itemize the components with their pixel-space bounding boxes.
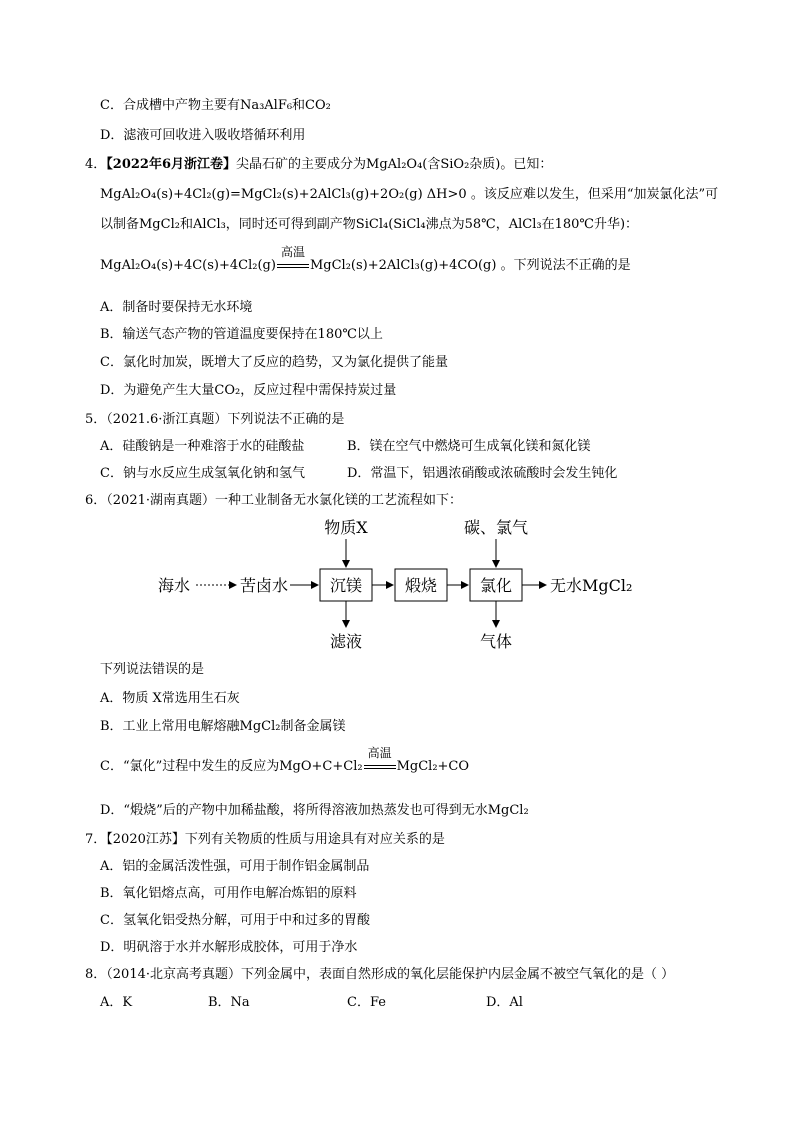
q4-eq2-right: MgCl₂(s)+2AlCl₃(g)+4CO(g) 。下列说法不正确的是 bbox=[309, 258, 631, 273]
q5-option-b: B．镁在空气中燃烧可生成氧化镁和氮化镁 bbox=[347, 439, 591, 454]
q6-optc-equal-sign bbox=[364, 765, 396, 769]
q3-option-d: D．滤液可回收进入吸收塔循环利用 bbox=[100, 128, 306, 143]
q4-option-b: B．输送气态产物的管道温度要保持在180℃以上 bbox=[100, 327, 383, 342]
q4-number: 4． bbox=[85, 157, 107, 172]
q4-option-d: D．为避免产生大量CO₂，反应过程中需保持炭过量 bbox=[100, 383, 397, 398]
q4-eq2-left: MgAl₂O₄(s)+4C(s)+4Cl₂(g) bbox=[100, 258, 276, 273]
q6-ask: 下列说法错误的是 bbox=[100, 662, 205, 677]
q3-option-c: C．合成槽中产物主要有Na₃AlF₆和CO₂ bbox=[100, 98, 331, 113]
q4-equation-2 bbox=[100, 245, 631, 275]
q5-option-c: C．钠与水反应生成氢氧化钠和氢气 bbox=[100, 466, 305, 481]
q7-option-a: A．铝的金属活泼性强，可用于制作铝金属制品 bbox=[100, 859, 370, 874]
q7-option-b: B．氧化铝熔点高，可用作电解冶炼铝的原料 bbox=[100, 886, 357, 901]
q5-option-d: D．常温下，铝遇浓硝酸或浓硫酸时会发生钝化 bbox=[347, 466, 618, 481]
q8-option-a: A．K bbox=[100, 995, 133, 1010]
q5-option-a: A．硅酸钠是一种难溶于水的硅酸盐 bbox=[100, 439, 305, 454]
q5-stem: 5．（2021.6·浙江真题）下列说法不正确的是 bbox=[85, 412, 345, 427]
flow-label-product: 无水MgCl₂ bbox=[550, 576, 633, 595]
q6-option-c bbox=[100, 746, 470, 776]
q6-optc-right: MgCl₂+CO bbox=[396, 759, 470, 774]
q4-option-c: C．氯化时加炭，既增大了反应的趋势，又为氯化提供了能量 bbox=[100, 355, 448, 370]
flow-label-filtrate: 滤液 bbox=[329, 632, 363, 651]
flow-box3-label: 氯化 bbox=[479, 576, 513, 595]
flow-label-carbon-chlorine: 碳、氯气 bbox=[463, 518, 529, 537]
q6-option-d: D．“煅烧”后的产物中加稀盐酸，将所得溶液加热蒸发也可得到无水MgCl₂ bbox=[100, 803, 529, 818]
q4-eq2-equal-sign bbox=[277, 264, 309, 268]
flow-label-seawater: 海水 bbox=[158, 576, 191, 595]
q8-option-d: D．Al bbox=[486, 995, 523, 1010]
q8-stem: 8．（2014·北京高考真题）下列金属中，表面自然形成的氧化层能保护内层金属不被空气氧化的是（ ） bbox=[85, 967, 675, 982]
q4-eq2-cond-text: 高温 bbox=[280, 245, 305, 259]
q4-stem: 尖晶石矿的主要成分为MgAl₂O₄(含SiO₂杂质)。已知： bbox=[236, 157, 553, 172]
flow-box2-label: 煅烧 bbox=[404, 576, 438, 595]
q4-eq2-condition bbox=[277, 245, 309, 275]
q6-stem: 6．（2021·湖南真题）一种工业制备无水氯化镁的工艺流程如下： bbox=[85, 493, 462, 508]
q6-optc-condition bbox=[364, 746, 396, 776]
q6-option-a: A．物质 X常选用生石灰 bbox=[100, 691, 240, 706]
q4-source: 【2022年6月浙江卷】 bbox=[106, 157, 237, 172]
flow-label-gas: 气体 bbox=[479, 632, 513, 651]
flow-label-reagent-x: 物质X bbox=[324, 518, 368, 537]
q4-stem-line bbox=[85, 156, 552, 174]
q4-option-a: A．制备时要保持无水环境 bbox=[100, 300, 253, 315]
q6-flow-diagram bbox=[150, 513, 650, 658]
q6-option-b: B．工业上常用电解熔融MgCl₂制备金属镁 bbox=[100, 719, 346, 734]
flow-box1-label: 沉镁 bbox=[329, 576, 363, 595]
flow-label-brine: 苦卤水 bbox=[240, 576, 289, 595]
q4-equation-1: MgAl₂O₄(s)+4Cl₂(g)=MgCl₂(s)+2AlCl₃(g)+2O₂(g) ΔH>0 。该反应难以发生，但采用“加炭氯化法”可 bbox=[100, 187, 719, 202]
q8-option-c: C．Fe bbox=[347, 995, 386, 1010]
q4-line-2: 以制备MgCl₂和AlCl₃，同时还可得到副产物SiCl₄(SiCl₄沸点为58℃，AlCl₃在180℃升华)： bbox=[100, 217, 639, 232]
q8-option-b: B．Na bbox=[208, 995, 250, 1010]
q6-optc-left: C．“氯化”过程中发生的反应为MgO+C+Cl₂ bbox=[100, 759, 363, 774]
q7-option-d: D．明矾溶于水并水解形成胶体，可用于净水 bbox=[100, 940, 358, 955]
q7-option-c: C．氢氧化铝受热分解，可用于中和过多的胃酸 bbox=[100, 913, 370, 928]
q7-stem: 7．【2020江苏】下列有关物质的性质与用途具有对应关系的是 bbox=[85, 832, 445, 847]
q6-optc-cond-text: 高温 bbox=[367, 746, 392, 760]
